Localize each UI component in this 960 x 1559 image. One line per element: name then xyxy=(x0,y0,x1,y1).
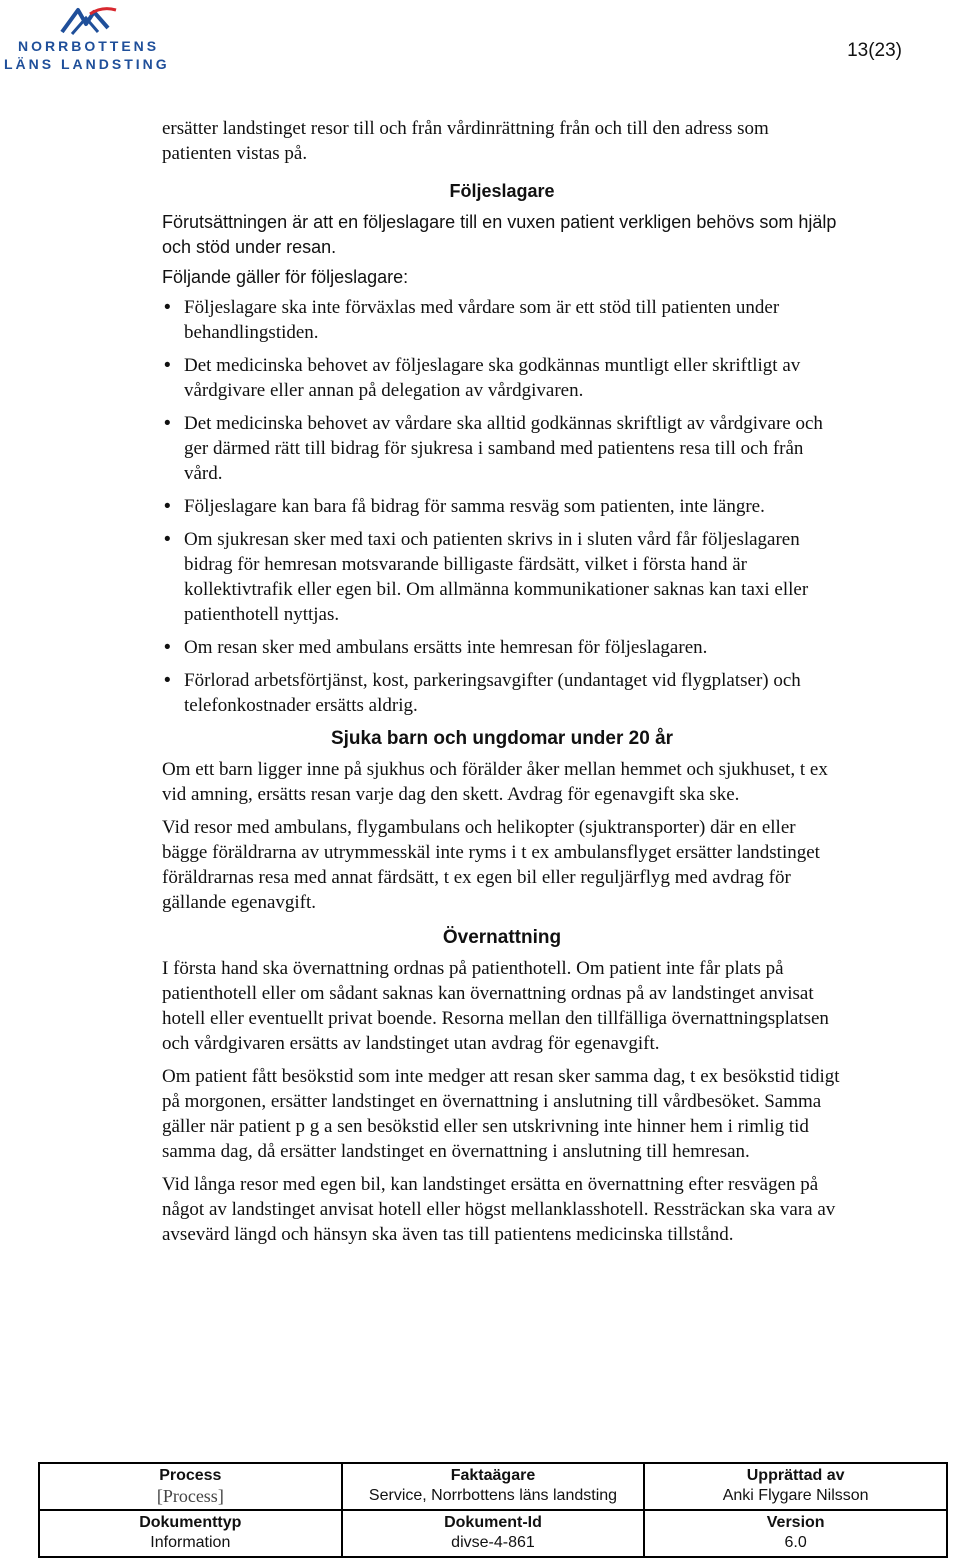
page-number: 13(23) xyxy=(847,40,902,61)
footer-value: Anki Flygare Nilsson xyxy=(722,1487,869,1504)
paragraph-overnattning-2: Om patient fått besökstid som inte medger att resan sker samma dag, t ex besökstid tidigt på morgonen, ersätter landstinget en övernattning i anslutning till vårdbesöket. Samma gäller när patient p g a sen besökstid eller sen utskrivning inte hinner hem i rimlig tid samma dag, då ersätter landstinget en övernattning i anslutning till hemresan. xyxy=(162,1066,840,1162)
footer-cell-version xyxy=(644,1510,947,1557)
logo-text-line1: NORRBOTTENS xyxy=(18,38,160,54)
footer-value: 6.0 xyxy=(784,1534,807,1551)
heading-overnattning: Övernattning xyxy=(442,927,562,948)
logo-mark-icon xyxy=(56,4,120,36)
footer-label: Faktaägare xyxy=(450,1467,536,1484)
list-item: • Om resan sker med ambulans ersätts inte hemresan för följeslagaren. xyxy=(162,635,842,660)
paragraph-intro: ersätter landstinget resor till och från vårdinrättning från och till den adress som patienten vistas på. xyxy=(162,118,769,164)
footer-cell-process xyxy=(39,1463,342,1510)
paragraph-overnattning-3: Vid långa resor med egen bil, kan landstinget ersätta en övernattning efter resvägen på något av landstinget anvisat hotell eller högst mellanklasshotell. Ressträckan ska vara av avsevärd längd och hänsyn ska även tas till patientens medicinska tillstånd. xyxy=(162,1174,836,1245)
list-item: • Förlorad arbetsförtjänst, kost, parkeringsavgifter (undantaget vid flygplatser) och telefonkostnader ersätts aldrig. xyxy=(162,668,842,718)
footer-cell-dokumenttyp xyxy=(39,1510,342,1557)
paragraph-forutsattning: Förutsättningen är att en följeslagare till en vuxen patient verkligen behövs som hjälp och stöd under resan. xyxy=(162,212,837,257)
footer-cell-upprattad xyxy=(644,1463,947,1510)
footer-label: Dokumenttyp xyxy=(139,1514,242,1531)
list-item: • Det medicinska behovet av följeslagare ska godkännas muntligt eller skriftligt av vårdgivare eller annan på delegation av vårdgivaren. xyxy=(162,353,842,403)
footer-label: Process xyxy=(159,1467,222,1484)
footer-value: Service, Norrbottens läns landsting xyxy=(368,1487,618,1504)
logo-text-line2: LÄNS LANDSTING xyxy=(4,56,170,72)
list-item: • Om sjukresan sker med taxi och patienten skrivs in i sluten vård får följeslagaren bidrag för hemresan motsvarande billigaste färdsätt, vilket i första hand är kollektivtrafik eller egen bil. Om allmänna kommunikationer saknas kan taxi eller patienthotell nyttjas. xyxy=(162,527,842,627)
footer-value: Information xyxy=(150,1534,231,1551)
heading-foljeslagare: Följeslagare xyxy=(449,181,555,201)
footer-value: divse-4-861 xyxy=(451,1534,535,1551)
footer-cell-faktaagare xyxy=(342,1463,645,1510)
footer-value: [Process] xyxy=(156,1486,224,1506)
logo xyxy=(4,4,174,70)
list-item: • Följeslagare kan bara få bidrag för samma resväg som patienten, inte längre. xyxy=(162,494,842,519)
paragraph-overnattning-1: I första hand ska övernattning ordnas på patienthotell. Om patient inte får plats på patienthotell eller om sådant saknas kan övernattning ordnas på av landstinget anvisat hotell eller eventuellt privat boende. Resorna mellan den tillfälliga övernattningsplatsen och vårdgivaren ersätts av landstinget utan avdrag för egenavgift. xyxy=(162,958,829,1054)
footer-table xyxy=(38,1462,948,1558)
footer-label: Dokument-Id xyxy=(444,1514,542,1531)
footer-label: Upprättad av xyxy=(746,1467,845,1484)
list-item: • Följeslagare ska inte förväxlas med vårdare som är ett stöd till patienten under behandlingstiden. xyxy=(162,295,842,345)
paragraph-barn-2: Vid resor med ambulans, flygambulans och helikopter (sjuktransporter) där en eller bägge föräldrarna av utrymmesskäl inte ryms i t ex ambulansflyget ersätter landstinget föräldrarnas resa med annat färdsätt, t ex egen bil eller reguljärflyg med avdrag för gällande egenavgift. xyxy=(162,817,820,913)
paragraph-barn-1: Om ett barn ligger inne på sjukhus och förälder åker mellan hemmet och sjukhuset, t ex vid amning, ersätts resan varje dag den skett. Avdrag för egenavgift ska ske. xyxy=(162,759,828,805)
document-body xyxy=(162,116,842,1252)
footer-label: Version xyxy=(766,1514,825,1531)
footer-cell-dokument-id xyxy=(342,1510,645,1557)
bullet-list xyxy=(162,295,842,718)
heading-sjuka-barn: Sjuka barn och ungdomar under 20 år xyxy=(330,728,674,749)
list-item: • Det medicinska behovet av vårdare ska alltid godkännas skriftligt av vårdgivare och ger därmed rätt till bidrag för sjukresa i samband med patientens resa till och från vård. xyxy=(162,411,842,486)
paragraph-foljande: Följande gäller för följeslagare: xyxy=(162,267,409,287)
